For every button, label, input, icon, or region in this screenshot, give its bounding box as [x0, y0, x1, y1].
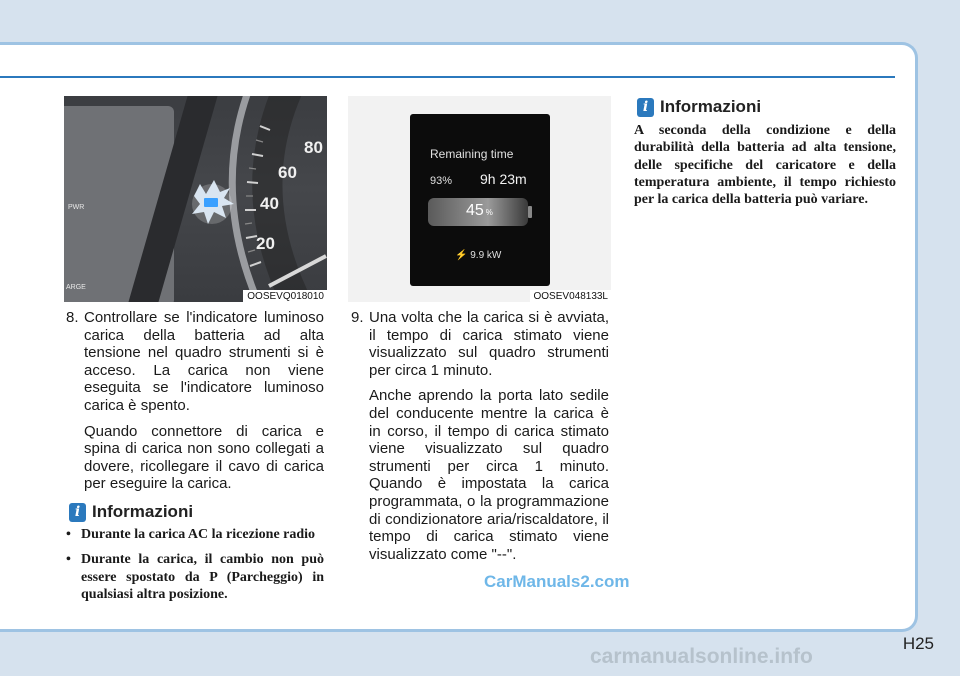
charge-level: 45 %: [466, 202, 493, 219]
watermark-link[interactable]: CarManuals2.com: [484, 572, 630, 591]
panel-label-pwr: PWR: [68, 204, 85, 211]
bolt-icon: ⚡: [455, 250, 468, 261]
speed-label-20: 20: [256, 234, 275, 253]
step-8: [66, 309, 324, 501]
step-8-paragraph-1: Controllare se l'indicatore luminoso carica della batteria ad alta tensione nel quadro strumenti si è acceso. La carica non viene eseguita se l'indicatore luminoso carica è spento.: [84, 309, 324, 414]
step-9-paragraph-2: Anche aprendo la porta lato sedile del conducente mentre la carica è in corso, il tempo di carica stimato viene visualizzato sul quadro strumenti per circa 1 minuto. Quando è impostata la carica programmata, o la programmazione di condizionatore aria/riscaldatore, il tempo di carica stimato viene visualizzato come "--".: [369, 387, 609, 563]
info-title: Informazioni: [660, 97, 762, 116]
panel-label-charge: ARGE: [66, 284, 86, 291]
step-number: 9.: [351, 309, 364, 326]
info-list-left: [66, 526, 324, 611]
page-number: H25: [902, 634, 934, 653]
charge-power: ⚡ 9.9 kW: [455, 250, 502, 261]
time-remaining: 9h 23m: [480, 171, 527, 187]
battery-terminal: [528, 206, 532, 218]
battery-percent: 93%: [430, 175, 453, 187]
cluster-photo: [64, 96, 327, 302]
screen-title: Remaining time: [430, 147, 514, 161]
step-9-paragraph-1: Una volta che la carica si è avviata, il tempo di carica stimato viene visualizzato sul quadro strumenti per circa 1 minuto.: [369, 309, 609, 379]
info-title: Informazioni: [92, 502, 194, 521]
header-rule: [0, 76, 895, 78]
speed-label-60: 60: [278, 163, 297, 182]
step-9: [351, 309, 609, 571]
speedometer-graphic: [64, 96, 327, 302]
speed-label-40: 40: [260, 194, 279, 213]
info-icon: i: [637, 98, 654, 117]
list-item: • Durante la carica, il cambio non può essere spostato da P (Parcheggio) in qualsiasi altra posizione.: [66, 551, 324, 603]
speed-label-80: 80: [304, 138, 323, 157]
photo-caption: OOSEV048133L: [530, 290, 612, 302]
watermark-footer: carmanualsonline.info: [590, 645, 813, 668]
info-text-right: A seconda della condizione e della durabilità della batteria ad alta tensione, delle specifiche del caricatore e della temperatura ambiente, il tempo richiesto per la carica della batteria può variare.: [634, 123, 896, 208]
photo-caption: OOSEVQ018010: [243, 290, 327, 302]
info-icon: i: [69, 503, 86, 522]
remaining-time-photo: [348, 96, 611, 302]
step-number: 8.: [66, 309, 79, 326]
info-heading-right: [637, 97, 761, 117]
list-item: • Durante la carica AC la ricezione radio: [66, 526, 324, 543]
step-8-paragraph-2: Quando connettore di carica e spina di carica non sono collegati a dovere, ricollegare il cavo di carica per eseguire la carica.: [84, 422, 324, 493]
cluster-screen: [410, 114, 550, 286]
info-heading-left: [69, 502, 193, 522]
